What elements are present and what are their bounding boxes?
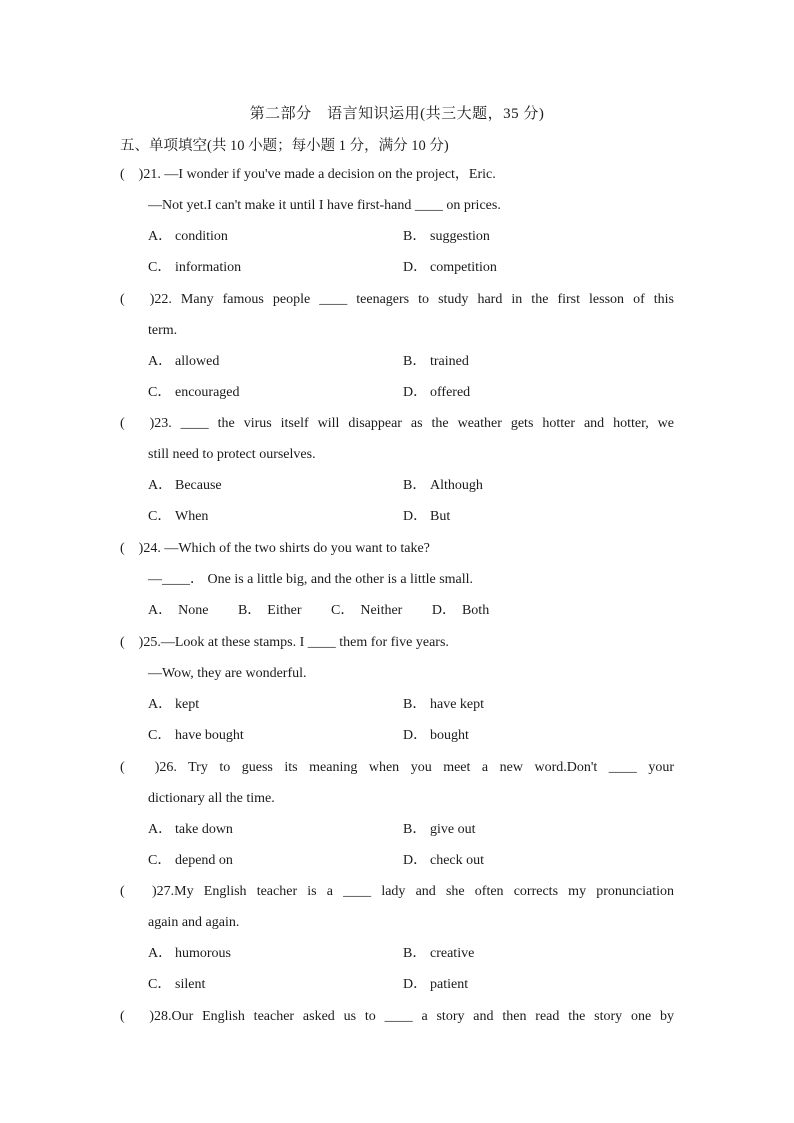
option-d[interactable]: D． bought (403, 728, 469, 743)
question-stem: ( )26. Try to guess its meaning when you meet a new word.Don't ____ your (120, 760, 674, 775)
option-row (120, 353, 674, 384)
option-b[interactable]: B． have kept (403, 697, 485, 712)
option-a[interactable]: A． Because (148, 478, 222, 493)
option-row (120, 228, 674, 259)
option-c[interactable]: C． have bought (148, 728, 244, 743)
question-stem-continued: term. (148, 323, 178, 338)
question-27 (120, 883, 674, 1007)
option-c[interactable]: C． information (148, 260, 242, 275)
option-d[interactable]: D． competition (403, 260, 497, 275)
section-heading: 五、单项填空(共 10 小题；每小题 1 分，满分 10 分) (120, 138, 449, 154)
option-b[interactable]: B． creative (403, 946, 475, 961)
question-stem-continued: dictionary all the time. (148, 791, 275, 806)
option-c[interactable]: C． Neither (331, 603, 403, 618)
question-28 (120, 1008, 674, 1039)
option-c[interactable]: C． silent (148, 977, 206, 992)
question-22 (120, 291, 674, 415)
question-stem-continued: —Wow, they are wonderful. (148, 666, 307, 681)
option-a[interactable]: A． humorous (148, 946, 231, 961)
question-23 (120, 415, 674, 539)
question-stem-continued: —Not yet.I can't make it until I have first-hand ____ on prices. (148, 198, 501, 213)
question-stem-continued: again and again. (148, 915, 240, 930)
option-row (120, 821, 674, 852)
option-c[interactable]: C． depend on (148, 853, 233, 868)
option-row (120, 945, 674, 976)
question-stem: ( )25.—Look at these stamps. I ____ them for five years. (120, 635, 449, 650)
question-stem-continued: still need to protect ourselves. (148, 447, 316, 462)
option-a[interactable]: A． allowed (148, 354, 220, 369)
option-a[interactable]: A． condition (148, 229, 228, 244)
option-a[interactable]: A． kept (148, 697, 200, 712)
option-row (120, 477, 674, 508)
option-a[interactable]: A． take down (148, 822, 233, 837)
question-stem: ( )28.Our English teacher asked us to ____ a story and then read the story one by (120, 1009, 674, 1024)
option-d[interactable]: D． offered (403, 385, 471, 400)
option-row (120, 602, 674, 633)
option-row (120, 259, 674, 290)
question-stem: ( )24. —Which of the two shirts do you want to take? (120, 541, 430, 556)
option-row (120, 727, 674, 758)
question-25 (120, 634, 674, 758)
option-b[interactable]: B． suggestion (403, 229, 490, 244)
option-b[interactable]: B． Either (237, 603, 302, 618)
option-b[interactable]: B． trained (403, 354, 469, 369)
option-row (120, 852, 674, 883)
option-c[interactable]: C． encouraged (148, 385, 240, 400)
option-d[interactable]: D． Both (431, 603, 490, 618)
option-c[interactable]: C． When (148, 509, 209, 524)
question-stem: ( )21. —I wonder if you've made a decision on the project，Eric. (120, 167, 496, 182)
question-26 (120, 759, 674, 883)
question-stem-continued: —____． One is a little big, and the other is a little small. (148, 572, 474, 587)
option-b[interactable]: B． give out (403, 822, 476, 837)
option-d[interactable]: D． patient (403, 977, 469, 992)
question-stem: ( )23. ____ the virus itself will disappear as the weather gets hotter and hotter, we (120, 416, 674, 431)
question-stem: ( )22. Many famous people ____ teenagers to study hard in the first lesson of this (120, 292, 674, 307)
option-row (120, 696, 674, 727)
option-b[interactable]: B． Although (403, 478, 483, 493)
option-d[interactable]: D． But (403, 509, 451, 524)
option-row (120, 976, 674, 1007)
option-row (120, 384, 674, 415)
option-a[interactable]: A． None (148, 603, 209, 618)
question-21 (120, 166, 674, 290)
option-d[interactable]: D． check out (403, 853, 485, 868)
option-row (120, 508, 674, 539)
page-title: 第二部分 语言知识运用(共三大题，35 分) (249, 106, 545, 122)
question-24 (120, 540, 674, 633)
question-stem: ( )27.My English teacher is a ____ lady and she often corrects my pronunciation (120, 884, 674, 899)
